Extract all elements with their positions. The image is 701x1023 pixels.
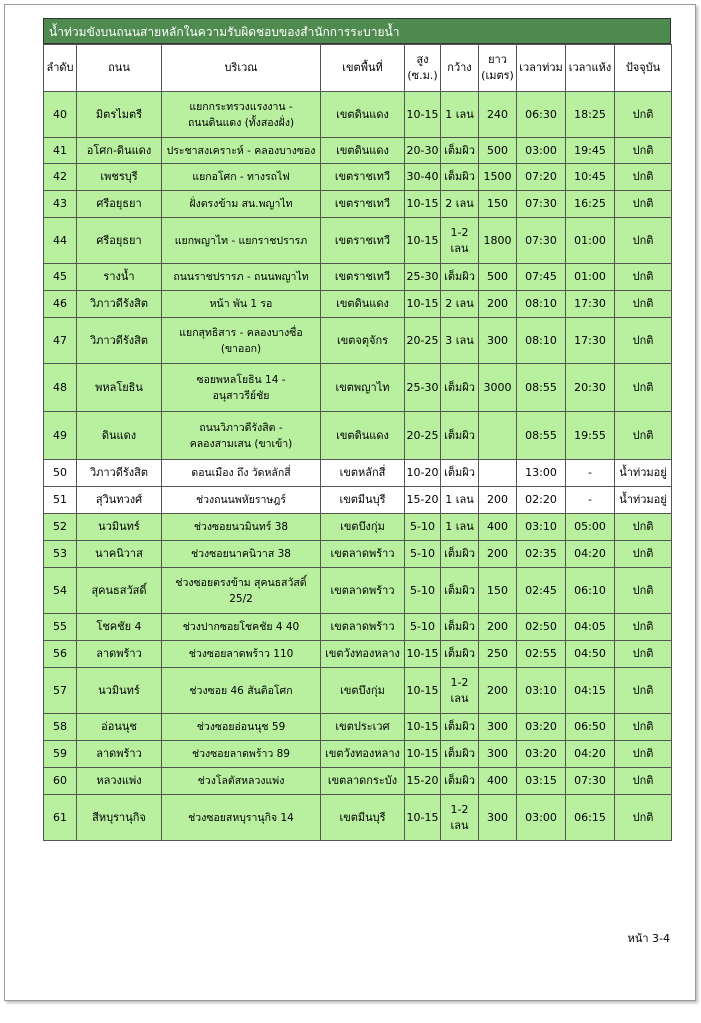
cell-district: เขตวังทองหลาง [321,641,405,668]
cell-district: เขตราชเทวี [321,164,405,191]
cell-height: 15-20 [405,487,441,514]
cell-road: อโศก-ดินแดง [77,138,162,164]
table-row [44,768,672,795]
cell-length: 400 [479,768,517,795]
cell-flood: 03:10 [517,514,566,541]
table-row [44,291,672,318]
cell-road: สุวินทวงศ์ [77,487,162,514]
cell-width: เต็มผิว [441,412,479,460]
cell-status: ปกติ [615,138,672,164]
cell-width: เต็มผิว [441,138,479,164]
cell-length: 3000 [479,364,517,412]
flood-table [43,44,672,841]
cell-width: เต็มผิว [441,741,479,768]
cell-no: 57 [44,668,77,714]
cell-area: ช่วงซอยตรงข้าม สุคนธสวัสดิ์ 25/2 [162,568,321,614]
cell-area: ถนนราชปรารภ - ถนนพญาไท [162,264,321,291]
cell-width: 1 เลน [441,514,479,541]
cell-area: ช่วงซอยลาดพร้าว 110 [162,641,321,668]
cell-flood: 02:55 [517,641,566,668]
cell-road: วิภาวดีรังสิต [77,460,162,487]
cell-length: 500 [479,264,517,291]
flood-table-container [43,18,671,841]
table-row [44,164,672,191]
cell-no: 51 [44,487,77,514]
cell-flood: 03:00 [517,138,566,164]
table-row [44,364,672,412]
cell-status: ปกติ [615,291,672,318]
cell-area: ช่วงซอยอ่อนนุช 59 [162,714,321,741]
cell-road: นวมินทร์ [77,514,162,541]
column-header: กว้าง [441,45,479,92]
cell-no: 48 [44,364,77,412]
cell-height: 20-30 [405,138,441,164]
cell-dry: 16:25 [566,191,615,218]
cell-road: ลาดพร้าว [77,641,162,668]
cell-no: 45 [44,264,77,291]
table-row [44,412,672,460]
cell-flood: 02:20 [517,487,566,514]
cell-road: ดินแดง [77,412,162,460]
table-row [44,614,672,641]
cell-flood: 07:30 [517,218,566,264]
cell-height: 25-30 [405,264,441,291]
cell-no: 40 [44,92,77,138]
table-row [44,218,672,264]
cell-area: ซอยพหลโยธิน 14 - อนุสาวรีย์ชัย [162,364,321,412]
cell-status: น้ำท่วมอยู่ [615,460,672,487]
cell-flood: 07:45 [517,264,566,291]
cell-width: 1 เลน [441,92,479,138]
cell-dry: 04:15 [566,668,615,714]
cell-district: เขตดินแดง [321,138,405,164]
cell-road: นวมินทร์ [77,668,162,714]
table-row [44,714,672,741]
cell-length [479,412,517,460]
cell-road: โชคชัย 4 [77,614,162,641]
cell-width: เต็มผิว [441,614,479,641]
cell-width: 1-2 เลน [441,795,479,841]
cell-road: พหลโยธิน [77,364,162,412]
cell-dry: 04:05 [566,614,615,641]
cell-district: เขตจตุจักร [321,318,405,364]
cell-area: แยกอโศก - ทางรถไฟ [162,164,321,191]
cell-no: 55 [44,614,77,641]
cell-road: นาคนิวาส [77,541,162,568]
cell-height: 5-10 [405,541,441,568]
column-header: เขตพื้นที่ [321,45,405,92]
cell-dry: - [566,460,615,487]
cell-status: ปกติ [615,614,672,641]
cell-flood: 08:10 [517,291,566,318]
cell-road: รางน้ำ [77,264,162,291]
table-row [44,795,672,841]
table-row [44,264,672,291]
column-header: ยาว (เมตร) [479,45,517,92]
cell-length: 500 [479,138,517,164]
cell-area: ช่วงถนนพหัยราษฎร์ [162,487,321,514]
cell-district: เขตลาดพร้าว [321,568,405,614]
cell-road: ศรีอยุธยา [77,191,162,218]
cell-height: 25-30 [405,364,441,412]
cell-flood: 08:55 [517,412,566,460]
cell-no: 54 [44,568,77,614]
table-row [44,568,672,614]
cell-area: หน้า พัน 1 รอ [162,291,321,318]
cell-district: เขตประเวศ [321,714,405,741]
page-number: หน้า 3-4 [627,932,670,945]
table-row [44,514,672,541]
table-row [44,641,672,668]
table-body [44,92,672,841]
cell-flood: 08:10 [517,318,566,364]
cell-status: ปกติ [615,668,672,714]
cell-area: ช่วงซอยนวมินทร์ 38 [162,514,321,541]
cell-flood: 03:15 [517,768,566,795]
cell-no: 41 [44,138,77,164]
cell-status: ปกติ [615,164,672,191]
cell-no: 60 [44,768,77,795]
cell-road: วิภาวดีรังสิต [77,291,162,318]
cell-road: ศรีอยุธยา [77,218,162,264]
cell-flood: 03:10 [517,668,566,714]
cell-flood: 07:30 [517,191,566,218]
cell-width: 1 เลน [441,487,479,514]
table-row [44,138,672,164]
cell-district: เขตราชเทวี [321,218,405,264]
cell-district: เขตหลักสี่ [321,460,405,487]
column-header: เวลาแห้ง [566,45,615,92]
cell-flood: 03:00 [517,795,566,841]
cell-length: 200 [479,291,517,318]
cell-status: น้ำท่วมอยู่ [615,487,672,514]
cell-length: 1500 [479,164,517,191]
cell-flood: 02:50 [517,614,566,641]
cell-dry: 10:45 [566,164,615,191]
cell-district: เขตวังทองหลาง [321,741,405,768]
cell-flood: 13:00 [517,460,566,487]
cell-dry: 20:30 [566,364,615,412]
cell-area: แยกสุทธิสาร - คลองบางซื่อ (ขาออก) [162,318,321,364]
cell-flood: 06:30 [517,92,566,138]
cell-area: แยกกระทรวงแรงงาน - ถนนดินแดง (ทั้งสองฝั่ง) [162,92,321,138]
cell-road: เพชรบุรี [77,164,162,191]
cell-area: ประชาสงเคราะห์ - คลองบางซอง [162,138,321,164]
cell-height: 30-40 [405,164,441,191]
cell-height: 10-15 [405,668,441,714]
cell-width: เต็มผิว [441,541,479,568]
cell-no: 59 [44,741,77,768]
column-header: สูง (ซ.ม.) [405,45,441,92]
cell-district: เขตมีนบุรี [321,795,405,841]
cell-area: แยกพญาไท - แยกราชปรารภ [162,218,321,264]
cell-height: 5-10 [405,568,441,614]
cell-dry: 19:45 [566,138,615,164]
cell-flood: 07:20 [517,164,566,191]
cell-status: ปกติ [615,218,672,264]
cell-status: ปกติ [615,714,672,741]
cell-width: เต็มผิว [441,264,479,291]
column-header: ลำดับ [44,45,77,92]
cell-dry: 04:20 [566,541,615,568]
cell-road: สีหบุรานุกิจ [77,795,162,841]
cell-no: 53 [44,541,77,568]
cell-width: เต็มผิว [441,641,479,668]
cell-district: เขตราชเทวี [321,264,405,291]
cell-no: 56 [44,641,77,668]
cell-district: เขตมีนบุรี [321,487,405,514]
cell-road: ลาดพร้าว [77,741,162,768]
cell-no: 43 [44,191,77,218]
cell-district: เขตดินแดง [321,291,405,318]
cell-length: 200 [479,541,517,568]
cell-area: ช่วงซอยนาคนิวาส 38 [162,541,321,568]
cell-dry: 18:25 [566,92,615,138]
cell-height: 5-10 [405,514,441,541]
cell-district: เขตดินแดง [321,92,405,138]
cell-status: ปกติ [615,795,672,841]
cell-no: 46 [44,291,77,318]
cell-road: มิตรไมตรี [77,92,162,138]
cell-district: เขตลาดกระบัง [321,768,405,795]
cell-area: ฝั่งตรงข้าม สน.พญาไท [162,191,321,218]
table-row [44,741,672,768]
cell-height: 10-15 [405,741,441,768]
cell-area: ช่วงซอย 46 สันติอโศก [162,668,321,714]
cell-length: 240 [479,92,517,138]
cell-width: 1-2 เลน [441,218,479,264]
cell-status: ปกติ [615,568,672,614]
cell-dry: - [566,487,615,514]
cell-district: เขตราชเทวี [321,191,405,218]
column-header: ปัจจุบัน [615,45,672,92]
cell-dry: 19:55 [566,412,615,460]
cell-dry: 06:15 [566,795,615,841]
table-row [44,541,672,568]
cell-district: เขตดินแดง [321,412,405,460]
column-header: ถนน [77,45,162,92]
cell-no: 58 [44,714,77,741]
cell-dry: 04:20 [566,741,615,768]
cell-status: ปกติ [615,264,672,291]
cell-status: ปกติ [615,318,672,364]
cell-height: 20-25 [405,318,441,364]
cell-length: 150 [479,191,517,218]
table-row [44,191,672,218]
cell-flood: 02:35 [517,541,566,568]
cell-district: เขตบึงกุ่ม [321,668,405,714]
cell-status: ปกติ [615,541,672,568]
cell-width: 3 เลน [441,318,479,364]
table-row [44,487,672,514]
cell-length: 300 [479,741,517,768]
cell-status: ปกติ [615,412,672,460]
cell-width: เต็มผิว [441,164,479,191]
cell-height: 10-15 [405,218,441,264]
cell-length: 200 [479,668,517,714]
cell-status: ปกติ [615,364,672,412]
cell-length: 1800 [479,218,517,264]
cell-height: 10-15 [405,641,441,668]
cell-length [479,460,517,487]
cell-height: 10-15 [405,191,441,218]
cell-height: 5-10 [405,614,441,641]
table-row [44,460,672,487]
cell-height: 10-15 [405,291,441,318]
cell-dry: 01:00 [566,264,615,291]
cell-length: 400 [479,514,517,541]
cell-dry: 07:30 [566,768,615,795]
cell-height: 10-15 [405,795,441,841]
cell-status: ปกติ [615,768,672,795]
cell-height: 20-25 [405,412,441,460]
cell-status: ปกติ [615,641,672,668]
cell-area: ช่วงโลตัสหลวงแพ่ง [162,768,321,795]
cell-road: หลวงแพ่ง [77,768,162,795]
cell-area: ช่วงปากซอยโชคชัย 4 40 [162,614,321,641]
cell-area: ถนนวิภาวดีรังสิต - คลองสามเสน (ขาเข้า) [162,412,321,460]
cell-area: ช่วงซอยสหบุรานุกิจ 14 [162,795,321,841]
cell-flood: 03:20 [517,741,566,768]
table-row [44,92,672,138]
cell-no: 47 [44,318,77,364]
cell-road: อ่อนนุช [77,714,162,741]
cell-flood: 03:20 [517,714,566,741]
cell-district: เขตพญาไท [321,364,405,412]
cell-flood: 02:45 [517,568,566,614]
cell-width: 2 เลน [441,291,479,318]
cell-no: 44 [44,218,77,264]
cell-height: 10-15 [405,714,441,741]
cell-length: 150 [479,568,517,614]
cell-status: ปกติ [615,741,672,768]
column-header: บริเวณ [162,45,321,92]
cell-no: 50 [44,460,77,487]
cell-length: 200 [479,614,517,641]
cell-length: 300 [479,714,517,741]
cell-road: สุคนธสวัสดิ์ [77,568,162,614]
cell-no: 52 [44,514,77,541]
cell-dry: 17:30 [566,318,615,364]
cell-dry: 01:00 [566,218,615,264]
cell-dry: 05:00 [566,514,615,541]
cell-dry: 04:50 [566,641,615,668]
cell-width: เต็มผิว [441,364,479,412]
cell-no: 42 [44,164,77,191]
cell-height: 15-20 [405,768,441,795]
cell-status: ปกติ [615,92,672,138]
cell-dry: 06:10 [566,568,615,614]
table-row [44,318,672,364]
cell-length: 300 [479,318,517,364]
cell-width: 2 เลน [441,191,479,218]
cell-length: 300 [479,795,517,841]
cell-district: เขตบึงกุ่ม [321,514,405,541]
cell-flood: 08:55 [517,364,566,412]
cell-dry: 06:50 [566,714,615,741]
cell-dry: 17:30 [566,291,615,318]
cell-width: เต็มผิว [441,568,479,614]
cell-width: เต็มผิว [441,460,479,487]
cell-road: วิภาวดีรังสิต [77,318,162,364]
table-title: น้ำท่วมขังบนถนนสายหลักในความรับผิดชอบของสำนักการระบายน้ำ [43,18,671,44]
cell-height: 10-20 [405,460,441,487]
cell-status: ปกติ [615,514,672,541]
column-header: เวลาท่วม [517,45,566,92]
cell-no: 61 [44,795,77,841]
cell-length: 200 [479,487,517,514]
cell-length: 250 [479,641,517,668]
cell-area: ดอนเมือง ถึง วัดหลักสี่ [162,460,321,487]
cell-area: ช่วงซอยลาดพร้าว 89 [162,741,321,768]
cell-no: 49 [44,412,77,460]
cell-width: เต็มผิว [441,768,479,795]
cell-width: 1-2 เลน [441,668,479,714]
cell-height: 10-15 [405,92,441,138]
cell-district: เขตลาดพร้าว [321,614,405,641]
header-row [44,45,672,92]
cell-status: ปกติ [615,191,672,218]
cell-width: เต็มผิว [441,714,479,741]
table-row [44,668,672,714]
cell-district: เขตลาดพร้าว [321,541,405,568]
